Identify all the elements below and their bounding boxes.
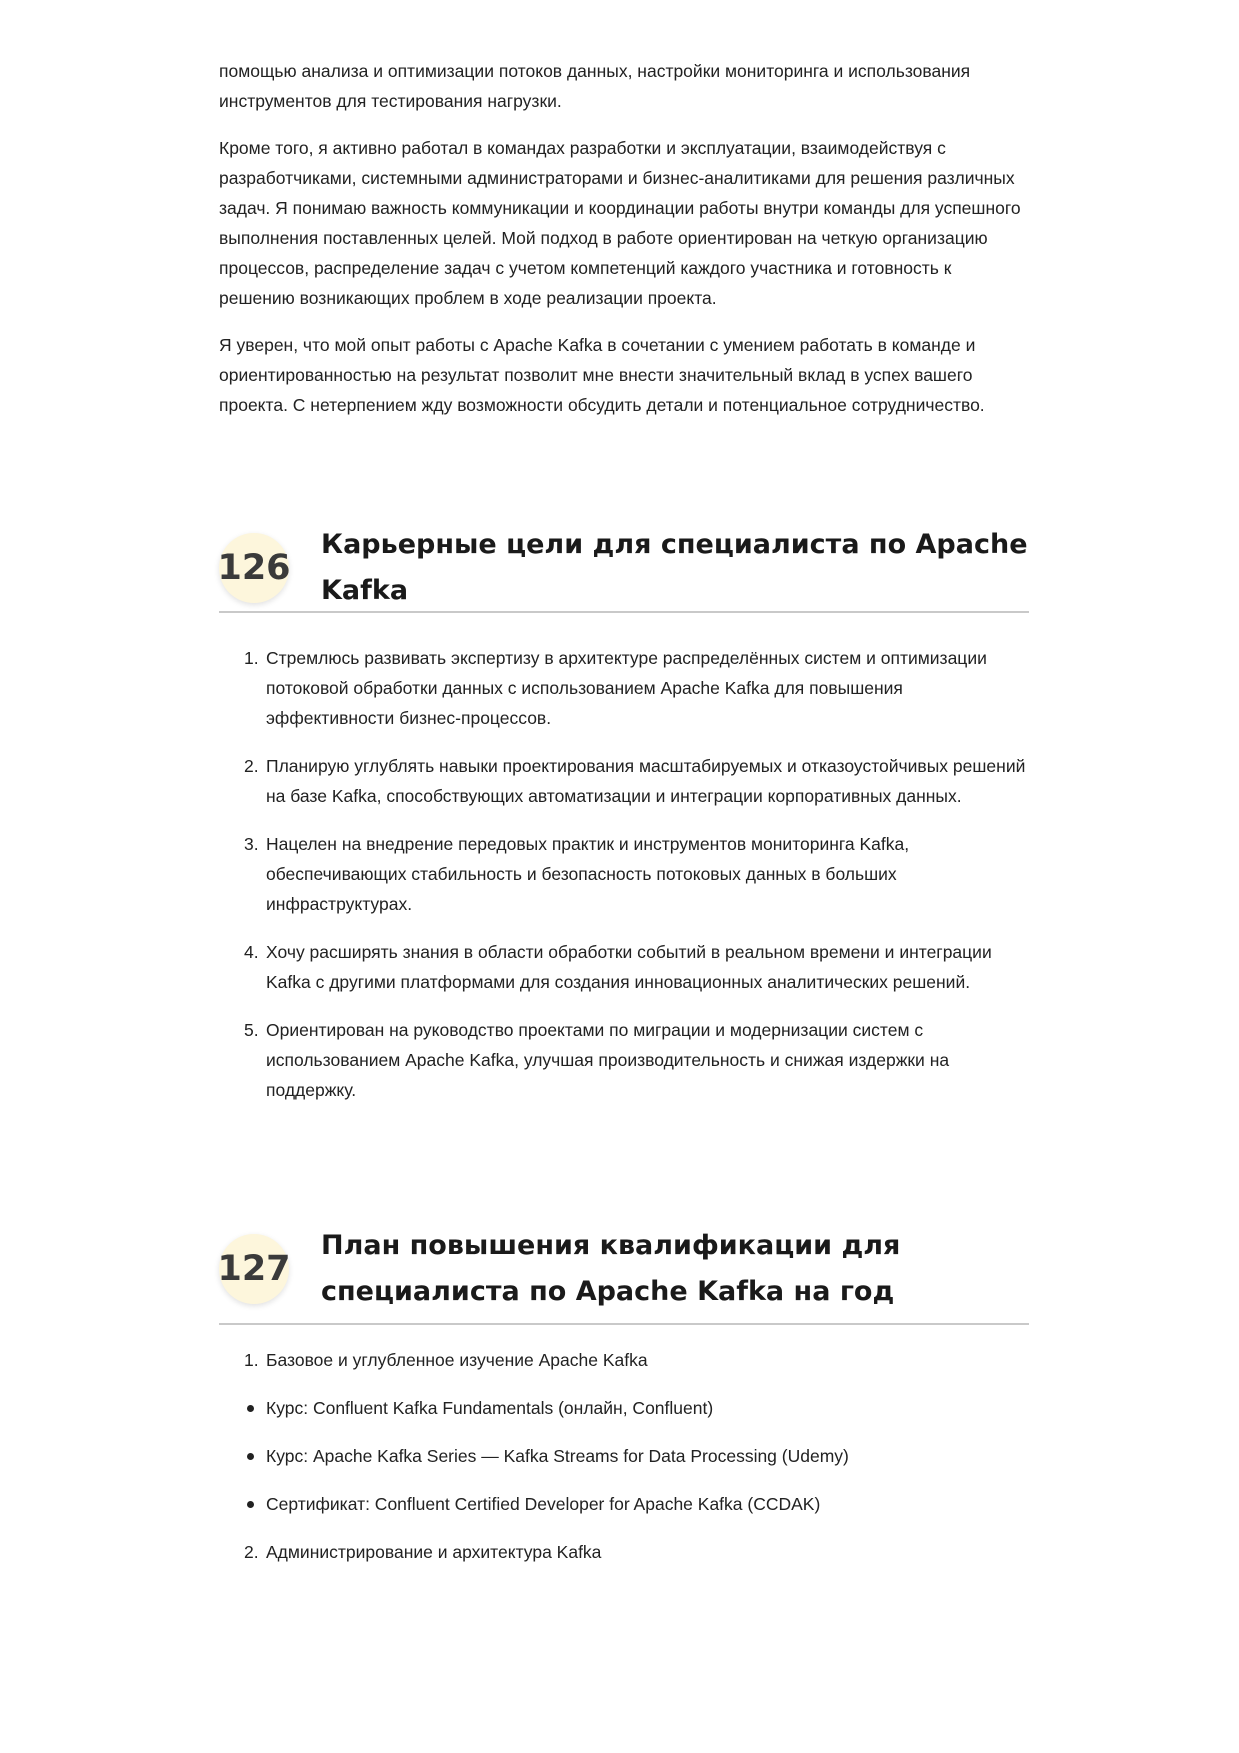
career-goals-list (219, 643, 1029, 1105)
list-item-text: Хочу расширять знания в области обработки событий в реальном времени и интеграции Kafka с другими платформами для создания инновационных аналитических решений. (266, 942, 992, 992)
list-number: 2. (244, 756, 259, 776)
list-number: 3. (244, 834, 259, 854)
list-item-text: Планирую углублять навыки проектирования масштабируемых и отказоустойчивых решений на базе Kafka, способствующих автоматизации и интеграции корпоративных данных. (266, 756, 1026, 806)
bullet-item (219, 1441, 1029, 1471)
section-126 (217, 529, 1029, 1105)
paragraph: Кроме того, я активно работал в командах разработки и эксплуатации, взаимодействуя с разработчиками, системными администраторами и бизнес-аналитиками для решения различных задач. Я понимаю важность коммуникации и координации работы внутри команды для успешного выполнения поставленных целей. Мой подход в работе ориентирован на четкую организацию процессов, распределение задач с учетом компетенций каждого участника и готовность к решению возникающих проблем в ходе реализации проекта. (219, 138, 1021, 308)
list-item-text: Курс: Confluent Kafka Fundamentals (онлайн, Confluent) (266, 1398, 714, 1418)
list-item (219, 1015, 1029, 1105)
list-number: 5. (244, 1020, 259, 1040)
bullet-icon (247, 1405, 254, 1412)
bullet-icon (247, 1453, 254, 1460)
section-127 (219, 1223, 1029, 1567)
section-title: Карьерные цели для специалиста по Apache Kafka (321, 529, 1028, 606)
list-item (219, 1345, 1029, 1375)
list-item-text: Администрирование и архитектура Kafka (266, 1542, 602, 1562)
section-header (219, 1223, 1029, 1325)
list-number: 1. (244, 1350, 259, 1370)
bullet-item (219, 1489, 1029, 1519)
list-number: 4. (244, 942, 259, 962)
section-header (217, 529, 1029, 613)
paragraph: помощью анализа и оптимизации потоков данных, настройки мониторинга и использования инструментов для тестирования нагрузки. (219, 61, 971, 111)
list-item (219, 751, 1029, 811)
document-page (219, 56, 1029, 1585)
section-title: План повышения квалификации для специалиста по Apache Kafka на год (321, 1230, 901, 1307)
bullet-icon (247, 1501, 254, 1508)
list-number: 1. (244, 648, 259, 668)
training-plan-list (219, 1345, 1029, 1567)
list-item-text: Нацелен на внедрение передовых практик и инструментов мониторинга Kafka, обеспечивающих стабильность и безопасность потоковых данных в больших инфраструктурах. (266, 834, 910, 914)
list-item-text: Ориентирован на руководство проектами по миграции и модернизации систем с использованием Apache Kafka, улучшая производительность и снижая издержки на поддержку. (266, 1020, 950, 1100)
list-item (219, 937, 1029, 997)
list-item (219, 829, 1029, 919)
paragraph: Я уверен, что мой опыт работы с Apache Kafka в сочетании с умением работать в команде и ориентированностью на результат позволит мне внести значительный вклад в успех вашего проекта. С нетерпением жду возможности обсудить детали и потенциальное сотрудничество. (219, 335, 985, 415)
list-item-text: Сертификат: Confluent Certified Developer for Apache Kafka (CCDAK) (266, 1494, 821, 1514)
list-item (219, 643, 1029, 733)
bullet-item (219, 1393, 1029, 1423)
list-item-text: Базовое и углубленное изучение Apache Kafka (266, 1350, 648, 1370)
list-item-text: Курс: Apache Kafka Series — Kafka Streams for Data Processing (Udemy) (266, 1446, 849, 1466)
list-item-text: Стремлюсь развивать экспертизу в архитектуре распределённых систем и оптимизации потоковой обработки данных с использованием Apache Kafka для повышения эффективности бизнес-процессов. (266, 648, 987, 728)
list-item (219, 1537, 1029, 1567)
section-number-badge: 126 (219, 533, 289, 603)
list-number: 2. (244, 1542, 259, 1562)
section-number-badge: 127 (219, 1234, 289, 1304)
